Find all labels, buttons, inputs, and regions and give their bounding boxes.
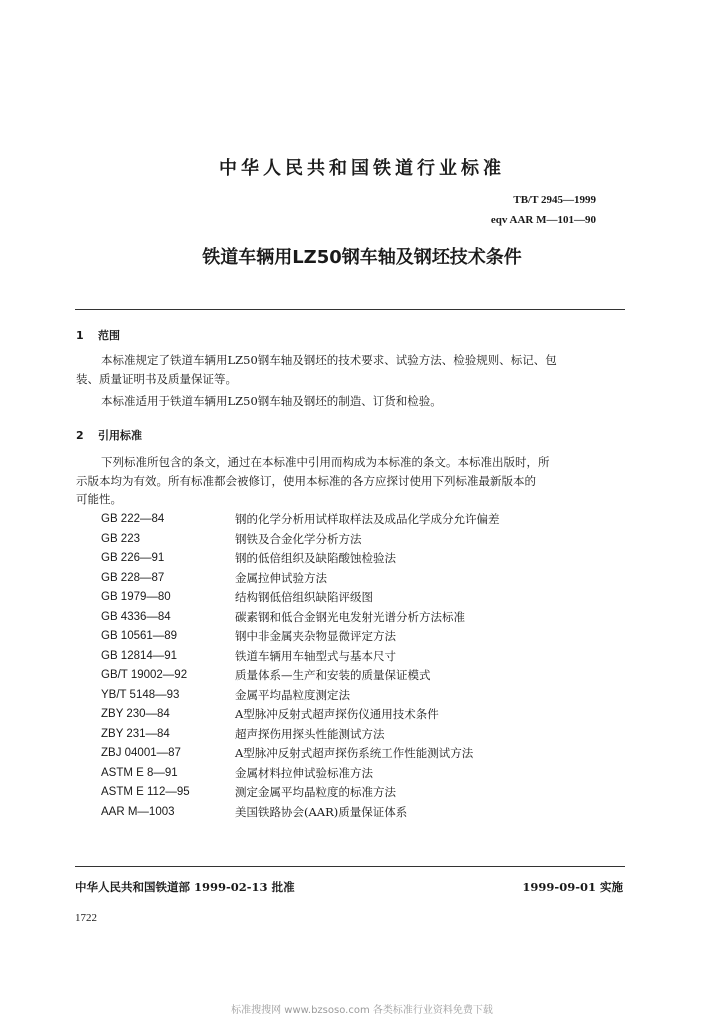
reference-title: 碳素钢和低合金钢光电发射光谱分析方法标准 [235, 609, 465, 624]
reference-title: 金属平均晶粒度测定法 [235, 687, 350, 702]
reference-code: ZBY 231—84 [101, 727, 170, 740]
reference-title: 金属拉伸试验方法 [235, 570, 327, 585]
reference-row [101, 608, 571, 628]
document-title: 铁道车辆用LZ50钢车轴及钢坯技术条件 [202, 247, 522, 268]
reference-row [101, 705, 571, 725]
reference-list [101, 510, 571, 822]
reference-row [101, 744, 571, 764]
reference-title: 钢的化学分析用试样取样法及成品化学成分允许偏差 [235, 512, 500, 526]
page-number: 1722 [75, 912, 97, 924]
source-watermark: 标准搜搜网 www.bzsoso.com 各类标准行业资料免费下载 [231, 1005, 493, 1016]
bottom-divider [75, 866, 625, 867]
section-1-paragraph-line: 装、质量证明书及质量保证等。 [76, 372, 237, 386]
reference-code: GB 228—87 [101, 571, 165, 584]
reference-code: YB/T 5148—93 [101, 688, 180, 701]
implementation-date: 1999-09-01 实施 [522, 880, 623, 894]
reference-row [101, 627, 571, 647]
reference-row [101, 764, 571, 784]
reference-title: 美国铁路协会(AAR)质量保证体系 [235, 804, 408, 819]
reference-title: 结构钢低倍组织缺陷评级图 [235, 590, 373, 604]
top-divider [75, 309, 625, 310]
document-header: 中华人民共和国铁道行业标准 [219, 158, 505, 179]
reference-code: GB 222—84 [101, 513, 165, 525]
reference-title: 钢中非金属夹杂物显微评定方法 [235, 629, 396, 643]
section-number: 2 [76, 429, 84, 442]
reference-row [101, 647, 571, 667]
reference-code: ZBJ 04001—87 [101, 747, 181, 759]
section-2-paragraph-line: 示版本均为有效。所有标准都会被修订，使用本标准的各方应探讨使用下列标准最新版本的 [76, 474, 536, 488]
reference-row [101, 569, 571, 589]
reference-code: GB 4336—84 [101, 610, 171, 623]
section-2-paragraph-line: 可能性。 [76, 492, 122, 506]
reference-row [101, 725, 571, 745]
reference-row [101, 588, 571, 608]
section-1-paragraph-line: 本标准规定了铁道车辆用LZ50钢车轴及钢坯的技术要求、试验方法、检验规则、标记、包 [101, 353, 557, 367]
reference-code: GB 12814—91 [101, 649, 178, 662]
section-2-heading [76, 427, 142, 443]
reference-row [101, 530, 571, 550]
reference-title: 质量体系—生产和安装的质量保证模式 [235, 668, 431, 682]
reference-code: GB 10561—89 [101, 630, 178, 642]
reference-title: 铁道车辆用车轴型式与基本尺寸 [235, 648, 396, 663]
reference-row [101, 549, 571, 569]
section-1-paragraph-line: 本标准适用于铁道车辆用LZ50钢车轴及钢坯的制造、订货和检验。 [101, 394, 442, 408]
reference-code: ASTM E 112—95 [101, 786, 190, 798]
reference-code: ZBY 230—84 [101, 708, 170, 720]
reference-code: GB/T 19002—92 [101, 669, 188, 681]
reference-code: GB 1979—80 [101, 591, 171, 603]
section-1-heading [76, 327, 120, 343]
reference-code: GB 223 [101, 532, 140, 545]
reference-row [101, 666, 571, 686]
reference-row [101, 783, 571, 803]
reference-title: 钢铁及合金化学分析方法 [235, 531, 362, 546]
approval-line: 中华人民共和国铁道部 1999-02-13 批准 [75, 880, 295, 894]
section-title: 范围 [98, 329, 120, 342]
reference-row [101, 510, 571, 530]
reference-title: A型脉冲反射式超声探伤系统工作性能测试方法 [235, 746, 474, 760]
standard-code: TB/T 2945—1999 [513, 194, 596, 206]
reference-row [101, 803, 571, 823]
reference-title: 金属材料拉伸试验标准方法 [235, 765, 373, 780]
section-2-paragraph-line: 下列标准所包含的条文，通过在本标准中引用而构成为本标准的条文。本标准出版时，所 [101, 455, 550, 469]
reference-code: GB 226—91 [101, 552, 165, 564]
reference-code: AAR M—1003 [101, 805, 175, 818]
reference-code: ASTM E 8—91 [101, 766, 178, 779]
reference-title: A型脉冲反射式超声探伤仪通用技术条件 [235, 707, 439, 721]
equivalent-standard-code: eqv AAR M—101—90 [490, 214, 596, 226]
reference-title: 超声探伤用探头性能测试方法 [235, 726, 385, 741]
reference-title: 测定金属平均晶粒度的标准方法 [235, 785, 396, 799]
reference-title: 钢的低倍组织及缺陷酸蚀检验法 [235, 551, 396, 565]
section-number: 1 [76, 329, 84, 342]
reference-row [101, 686, 571, 706]
section-title: 引用标准 [98, 429, 142, 442]
